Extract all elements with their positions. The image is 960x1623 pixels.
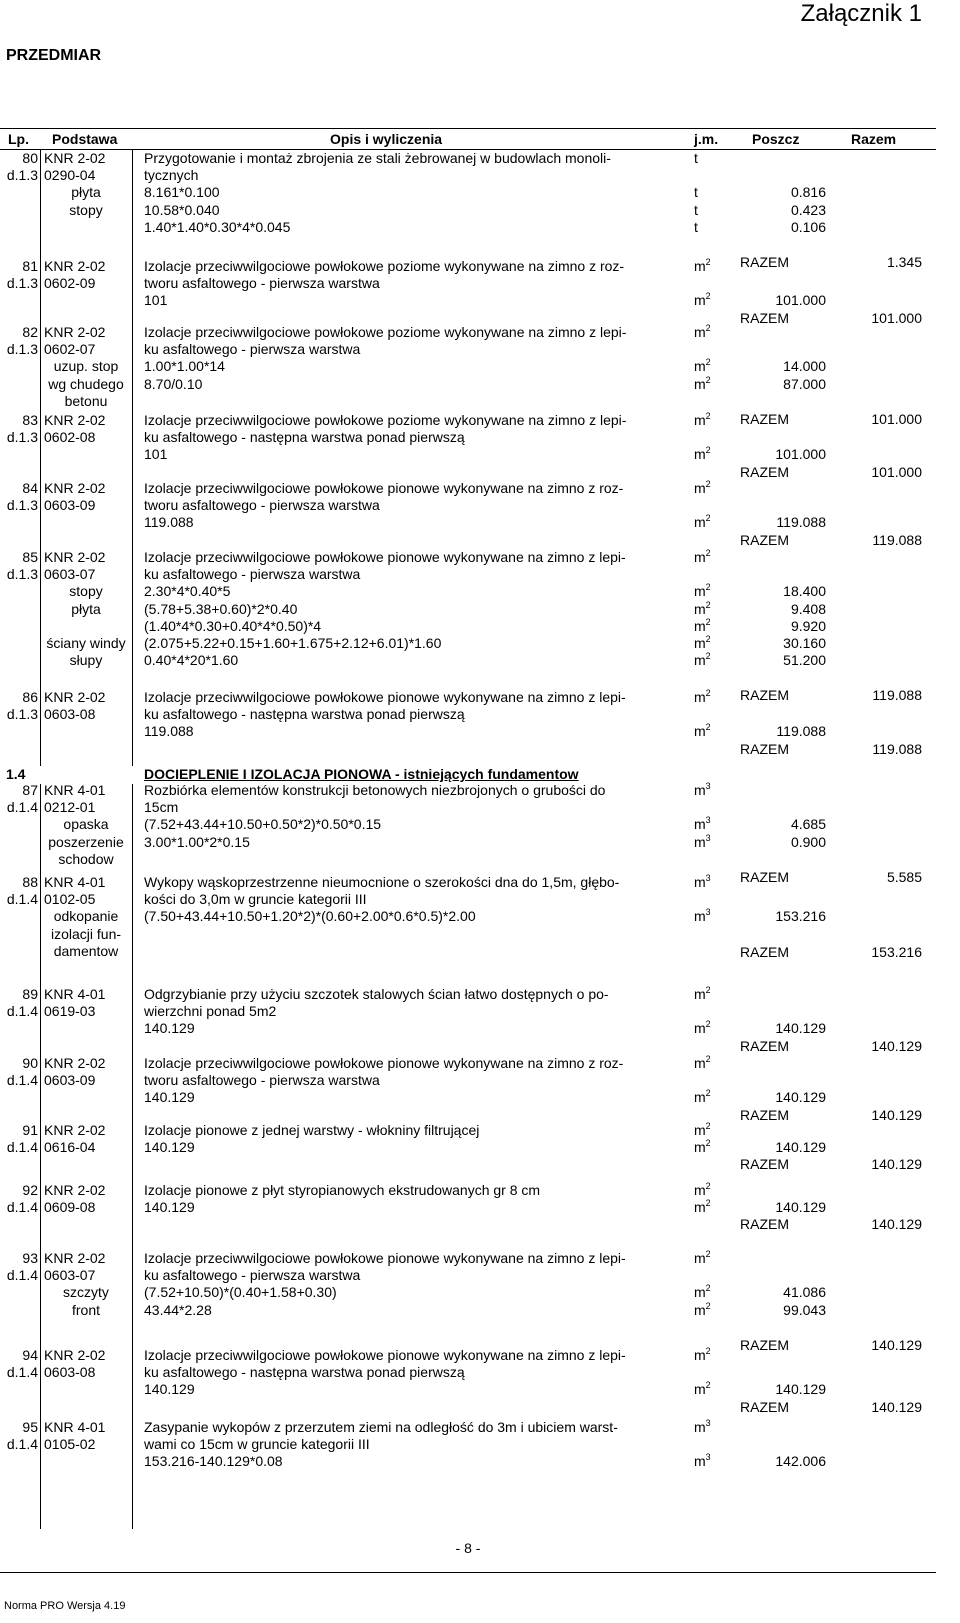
description-line: Izolacje przeciwwilgociowe powłokowe pionowe wykonywane na zimno z lepi-	[144, 549, 626, 565]
razem-label: RAZEM	[740, 1336, 789, 1353]
razem-total: 140.129	[871, 1156, 922, 1173]
basis-line: 0102-05	[44, 891, 96, 908]
calc-formula: 8.70/0.10	[144, 375, 203, 392]
item-subsection: d.1.4	[6, 799, 38, 816]
razem-label: RAZEM	[740, 410, 789, 427]
basis-line: 0603-07	[44, 566, 96, 583]
razem-total: 140.129	[871, 1037, 922, 1054]
calc-unit: $m^2$	[694, 651, 711, 669]
basis-line: KNR 2-02	[44, 258, 106, 274]
calc-value: 140.129	[775, 1020, 826, 1037]
item-subsection: d.1.4	[6, 1364, 38, 1381]
calc-value: 140.129	[775, 1139, 826, 1156]
item-subsection: d.1.3	[6, 706, 38, 723]
basis-line: 0603-08	[44, 706, 96, 723]
item-subsection: d.1.4	[6, 1436, 38, 1453]
razem-total: 101.000	[871, 309, 922, 326]
item-subsection: d.1.4	[6, 1139, 38, 1156]
unit: $m^2$	[694, 1249, 711, 1266]
unit: $m^2$	[694, 323, 711, 340]
calc-formula: 101	[144, 446, 168, 463]
calc-unit: $m^2$	[694, 599, 711, 617]
item-subsection: d.1.4	[6, 891, 38, 908]
calc-unit: $m^2$	[694, 513, 711, 531]
description-line: Zasypanie wykopów z przerzutem ziemi na odległość do 3m i ubiciem warst-	[144, 1419, 618, 1435]
item-number: 80	[22, 150, 38, 166]
razem-total: 140.129	[871, 1398, 922, 1415]
calc-unit: $m^2$	[694, 291, 711, 309]
basis-line: 0602-08	[44, 429, 96, 446]
item-number: 81	[22, 258, 38, 274]
description-line: Izolacje przeciwwilgociowe powłokowe pionowe wykonywane na zimno z roz-	[144, 480, 624, 496]
item-subsection: d.1.4	[6, 1072, 38, 1089]
calc-formula: 140.129	[144, 1199, 195, 1216]
description-line: Izolacje przeciwwilgociowe powłokowe poziome wykonywane na zimno z lepi-	[144, 412, 627, 428]
basis-line: KNR 4-01	[44, 986, 106, 1002]
calc-formula: (7.52+10.50)*(0.40+1.58+0.30)	[144, 1284, 337, 1301]
razem-total: 119.088	[872, 687, 922, 704]
razem-label: RAZEM	[740, 1106, 789, 1123]
razem-total: 119.088	[872, 531, 922, 548]
item-number: 95	[22, 1419, 38, 1435]
basis-line: KNR 2-02	[44, 1182, 106, 1198]
description-line: Przygotowanie i montaż zbrojenia ze stali żebrowanej w budowlach monoli-	[144, 150, 611, 166]
razem-total: 119.088	[872, 740, 922, 757]
column-divider	[132, 150, 133, 766]
calc-value: 51.200	[783, 652, 826, 669]
basis-line: 0602-07	[44, 341, 96, 358]
basis-line: KNR 2-02	[44, 1347, 106, 1363]
description-line: 15cm	[144, 799, 179, 816]
razem-total: 1.345	[886, 254, 922, 270]
calc-value: 9.920	[790, 617, 826, 634]
calc-value: 41.086	[783, 1284, 826, 1301]
razem-label: RAZEM	[740, 687, 789, 704]
basis-line: 0603-09	[44, 1072, 96, 1089]
basis-line: betonu	[64, 392, 108, 409]
razem-total: 153.216	[871, 943, 922, 960]
calc-value: 140.129	[775, 1199, 826, 1216]
description-line: Izolacje przeciwwilgociowe powłokowe pionowe wykonywane na zimno z roz-	[144, 1055, 624, 1071]
item-subsection: d.1.4	[6, 1267, 38, 1284]
column-divider	[132, 784, 133, 1529]
calc-formula: 140.129	[144, 1089, 195, 1106]
item-number: 90	[22, 1055, 38, 1071]
basis-line: KNR 2-02	[44, 549, 106, 565]
basis-line: KNR 2-02	[44, 150, 106, 166]
item-subsection: d.1.4	[6, 1199, 38, 1216]
razem-label: RAZEM	[740, 254, 789, 270]
calc-value: 18.400	[783, 583, 826, 600]
unit: $m^2$	[694, 985, 711, 1002]
description-line: wierzchni ponad 5m2	[144, 1003, 277, 1020]
unit: $m^2$	[694, 688, 711, 705]
basis-line: KNR 2-02	[44, 480, 106, 496]
calc-formula: 153.216-140.129*0.08	[144, 1453, 283, 1470]
description-line: Wykopy wąskoprzestrzenne nieumocnione o szerokości dna do 1,5m, głębo-	[144, 874, 620, 890]
razem-label: RAZEM	[740, 463, 789, 480]
basis-line: 0290-04	[44, 167, 96, 184]
calc-unit: $m^2$	[694, 445, 711, 463]
calc-value: 140.129	[775, 1089, 826, 1106]
basis-line: KNR 2-02	[44, 1122, 106, 1138]
calc-formula: 43.44*2.28	[144, 1301, 212, 1318]
calc-unit: $m^2$	[694, 1380, 711, 1398]
calc-value: 9.408	[790, 600, 826, 617]
calc-formula: (2.075+5.22+0.15+1.60+1.675+2.12+6.01)*1.60	[144, 635, 442, 651]
calc-value: 87.000	[783, 375, 826, 392]
basis-line: KNR 4-01	[44, 782, 106, 798]
calc-value: 14.000	[783, 358, 826, 375]
basis-line: uzup. stop	[53, 358, 119, 375]
calc-formula: 140.129	[144, 1020, 195, 1037]
section-title: DOCIEPLENIE I IZOLACJA PIONOWA - istniejących fundamentow	[144, 766, 579, 782]
item-subsection: d.1.3	[6, 429, 38, 446]
razem-label: RAZEM	[740, 943, 789, 960]
calc-unit: t	[694, 218, 698, 235]
razem-total: 5.585	[886, 868, 922, 885]
basis-line: KNR 2-02	[44, 1055, 106, 1071]
calc-value: 140.129	[775, 1381, 826, 1398]
basis-line: płyta	[71, 184, 101, 201]
calc-value: 101.000	[775, 446, 826, 463]
calc-unit: $m^2$	[694, 634, 711, 651]
razem-label: RAZEM	[740, 868, 789, 885]
basis-line: damentow	[53, 942, 119, 959]
description-line: Izolacje przeciwwilgociowe powłokowe pionowe wykonywane na zimno z lepi-	[144, 689, 626, 705]
unit: $m^2$	[694, 1054, 711, 1071]
col-desc: Opis i wyliczenia	[330, 131, 443, 147]
calc-value: 101.000	[775, 292, 826, 309]
basis-line: wg chudego	[48, 375, 124, 392]
basis-line: KNR 2-02	[44, 324, 106, 340]
basis-line: KNR 4-01	[44, 874, 106, 890]
calc-value: 119.088	[776, 514, 826, 531]
calc-formula: 3.00*1.00*2*0.15	[144, 833, 250, 850]
basis-line: izolacji fun-	[50, 925, 122, 942]
basis-line: szczyty	[63, 1284, 109, 1301]
unit: $m^2$	[694, 411, 711, 428]
description-line: tworu asfaltowego - pierwsza warstwa	[144, 275, 380, 292]
basis-line: stopy	[69, 583, 103, 600]
footer-text: Norma PRO Wersja 4.19	[4, 1600, 126, 1612]
item-number: 83	[22, 412, 38, 428]
unit: $m^2$	[694, 1346, 711, 1363]
razem-label: RAZEM	[740, 1398, 789, 1415]
basis-line: 0619-03	[44, 1003, 96, 1020]
item-number: 93	[22, 1250, 38, 1266]
calc-unit: $m^2$	[694, 1283, 711, 1301]
unit: t	[694, 150, 698, 166]
razem-total: 101.000	[871, 463, 922, 480]
basis-line: front	[71, 1301, 100, 1318]
item-subsection: d.1.3	[6, 167, 38, 184]
calc-value: 30.160	[783, 635, 826, 651]
basis-line: słupy	[69, 652, 103, 669]
basis-line: 0609-08	[44, 1199, 96, 1216]
unit: $m^2$	[694, 548, 711, 565]
unit: $m^3$	[694, 1418, 711, 1435]
calc-formula: 10.58*0.040	[144, 201, 220, 218]
calc-formula: 2.30*4*0.40*5	[144, 583, 231, 600]
unit: $m^2$	[694, 257, 711, 274]
item-subsection: d.1.3	[6, 566, 38, 583]
page-number: - 8 -	[455, 1540, 481, 1556]
basis-line: 0602-09	[44, 275, 96, 292]
item-number: 85	[22, 549, 38, 565]
razem-label: RAZEM	[740, 1156, 789, 1173]
item-number: 87	[22, 782, 38, 798]
calc-value: 0.816	[790, 184, 826, 201]
razem-total: 101.000	[871, 410, 922, 427]
calc-formula: 101	[144, 292, 168, 309]
calc-unit: $m^2$	[694, 374, 711, 392]
calc-unit: $m^2$	[694, 582, 711, 600]
calc-formula: 1.40*1.40*0.30*4*0.045	[144, 218, 291, 235]
razem-total: 140.129	[871, 1216, 922, 1233]
calc-unit: $m^3$	[694, 1452, 711, 1470]
item-subsection: d.1.3	[6, 275, 38, 292]
calc-formula: 0.40*4*20*1.60	[144, 652, 239, 669]
item-number: 91	[22, 1122, 38, 1138]
col-unit: j.m.	[694, 131, 719, 147]
basis-line: 0603-09	[44, 497, 96, 514]
basis-line: KNR 2-02	[44, 412, 106, 428]
description-line: tworu asfaltowego - pierwsza warstwa	[144, 497, 380, 514]
calc-formula: 119.088	[144, 514, 194, 531]
basis-line: schodow	[58, 850, 114, 867]
item-subsection: d.1.3	[6, 497, 38, 514]
calc-unit: $m^3$	[694, 907, 711, 925]
description-line: tycznych	[144, 167, 199, 184]
calc-value: 0.423	[790, 201, 826, 218]
calc-unit: t	[694, 184, 698, 201]
description-line: ku asfaltowego - pierwsza warstwa	[144, 566, 361, 583]
description-line: ku asfaltowego - następna warstwa ponad pierwszą	[144, 429, 465, 446]
calc-formula: (7.52+43.44+10.50+0.50*2)*0.50*0.15	[144, 816, 382, 833]
description-line: Odgrzybianie przy użyciu szczotek stalowych ścian łatwo dostępnych o po-	[144, 986, 609, 1002]
unit: $m^2$	[694, 1181, 711, 1198]
unit: $m^2$	[694, 479, 711, 496]
calc-value: 0.900	[790, 833, 826, 850]
col-basis: Podstawa	[52, 131, 118, 147]
calc-formula: 119.088	[144, 723, 194, 740]
razem-label: RAZEM	[740, 1216, 789, 1233]
basis-line: ściany windy	[46, 635, 126, 651]
item-number: 92	[22, 1182, 38, 1198]
calc-value: 99.043	[783, 1301, 826, 1318]
razem-label: RAZEM	[740, 1037, 789, 1054]
description-line: Rozbiórka elementów konstrukcji betonowych niezbrojonych o grubości do	[144, 782, 606, 798]
razem-label: RAZEM	[740, 531, 789, 548]
calc-formula: (1.40*4*0.30+0.40*4*0.50)*4	[144, 617, 322, 634]
calc-unit: $m^2$	[694, 1198, 711, 1216]
calc-formula: 1.00*1.00*14	[144, 358, 225, 375]
description-line: Izolacje pionowe z jednej warstwy - włokniny filtrującej	[144, 1122, 480, 1138]
description-line: Izolacje pionowe z płyt styropianowych ekstrudowanych gr 8 cm	[144, 1182, 541, 1198]
column-divider	[40, 784, 41, 1529]
calc-unit: $m^2$	[694, 1019, 711, 1037]
description-line: kości do 3,0m w gruncie kategorii III	[144, 891, 367, 908]
section-number: 1.4	[6, 766, 26, 782]
item-number: 89	[22, 986, 38, 1002]
description-line: Izolacje przeciwwilgociowe powłokowe poziome wykonywane na zimno z lepi-	[144, 324, 627, 340]
col-lp: Lp.	[8, 131, 29, 147]
calc-value: 4.685	[790, 816, 826, 833]
calc-value: 142.006	[775, 1453, 826, 1470]
calc-unit: $m^3$	[694, 815, 711, 833]
calc-unit: $m^2$	[694, 1300, 711, 1318]
basis-line: KNR 2-02	[44, 1250, 106, 1266]
basis-line: 0603-08	[44, 1364, 96, 1381]
item-number: 94	[22, 1347, 38, 1363]
description-line: wami co 15cm w gruncie kategorii III	[144, 1436, 370, 1453]
basis-line: opaska	[63, 816, 109, 833]
basis-line: KNR 4-01	[44, 1419, 106, 1435]
razem-total: 140.129	[871, 1336, 922, 1353]
footer-divider	[0, 1572, 936, 1573]
document-title: PRZEDMIAR	[6, 47, 102, 64]
item-subsection: d.1.3	[6, 341, 38, 358]
calc-formula: (5.78+5.38+0.60)*2*0.40	[144, 600, 298, 617]
item-number: 88	[22, 874, 38, 890]
basis-line: odkopanie	[53, 908, 119, 925]
calc-value: 119.088	[776, 723, 826, 740]
calc-value: 0.106	[790, 218, 826, 235]
item-number: 84	[22, 480, 38, 496]
description-line: ku asfaltowego - pierwsza warstwa	[144, 1267, 361, 1284]
razem-label: RAZEM	[740, 309, 789, 326]
razem-label: RAZEM	[740, 740, 789, 757]
description-line: ku asfaltowego - pierwsza warstwa	[144, 341, 361, 358]
calc-unit: $m^2$	[694, 357, 711, 375]
basis-line: KNR 2-02	[44, 689, 106, 705]
unit: $m^2$	[694, 1121, 711, 1138]
calc-unit: $m^3$	[694, 832, 711, 850]
column-divider	[40, 150, 41, 766]
calc-formula: (7.50+43.44+10.50+1.20*2)*(0.60+2.00*0.6*0.5)*2.00	[144, 908, 476, 925]
col-total: Razem	[851, 131, 897, 147]
description-line: tworu asfaltowego - pierwsza warstwa	[144, 1072, 380, 1089]
basis-line: 0212-01	[44, 799, 96, 816]
basis-line: 0105-02	[44, 1436, 96, 1453]
col-qty: Poszcz	[752, 131, 800, 147]
unit: $m^3$	[694, 781, 711, 798]
calc-formula: 140.129	[144, 1139, 195, 1156]
calc-formula: 8.161*0.100	[144, 184, 220, 201]
basis-line: 0616-04	[44, 1139, 96, 1156]
calc-value: 153.216	[775, 908, 826, 925]
calc-formula: 140.129	[144, 1381, 195, 1398]
item-number: 82	[22, 324, 38, 340]
attachment-label: Załącznik 1	[800, 0, 922, 27]
calc-unit: $m^2$	[694, 1088, 711, 1106]
description-line: Izolacje przeciwwilgociowe powłokowe poziome wykonywane na zimno z roz-	[144, 258, 625, 274]
razem-total: 140.129	[871, 1106, 922, 1123]
calc-unit: t	[694, 201, 698, 218]
basis-line: poszerzenie	[48, 833, 124, 850]
table-header	[0, 128, 936, 150]
item-subsection: d.1.4	[6, 1003, 38, 1020]
description-line: ku asfaltowego - następna warstwa ponad pierwszą	[144, 706, 465, 723]
calc-unit: $m^2$	[694, 616, 711, 634]
basis-line: płyta	[71, 600, 101, 617]
calc-unit: $m^2$	[694, 1138, 711, 1156]
basis-line: 0603-07	[44, 1267, 96, 1284]
basis-line: stopy	[69, 201, 103, 218]
item-number: 86	[22, 689, 38, 705]
description-line: Izolacje przeciwwilgociowe powłokowe pionowe wykonywane na zimno z lepi-	[144, 1347, 626, 1363]
description-line: Izolacje przeciwwilgociowe powłokowe pionowe wykonywane na zimno z lepi-	[144, 1250, 626, 1266]
unit: $m^3$	[694, 873, 711, 890]
calc-unit: $m^2$	[694, 722, 711, 740]
description-line: ku asfaltowego - następna warstwa ponad pierwszą	[144, 1364, 465, 1381]
